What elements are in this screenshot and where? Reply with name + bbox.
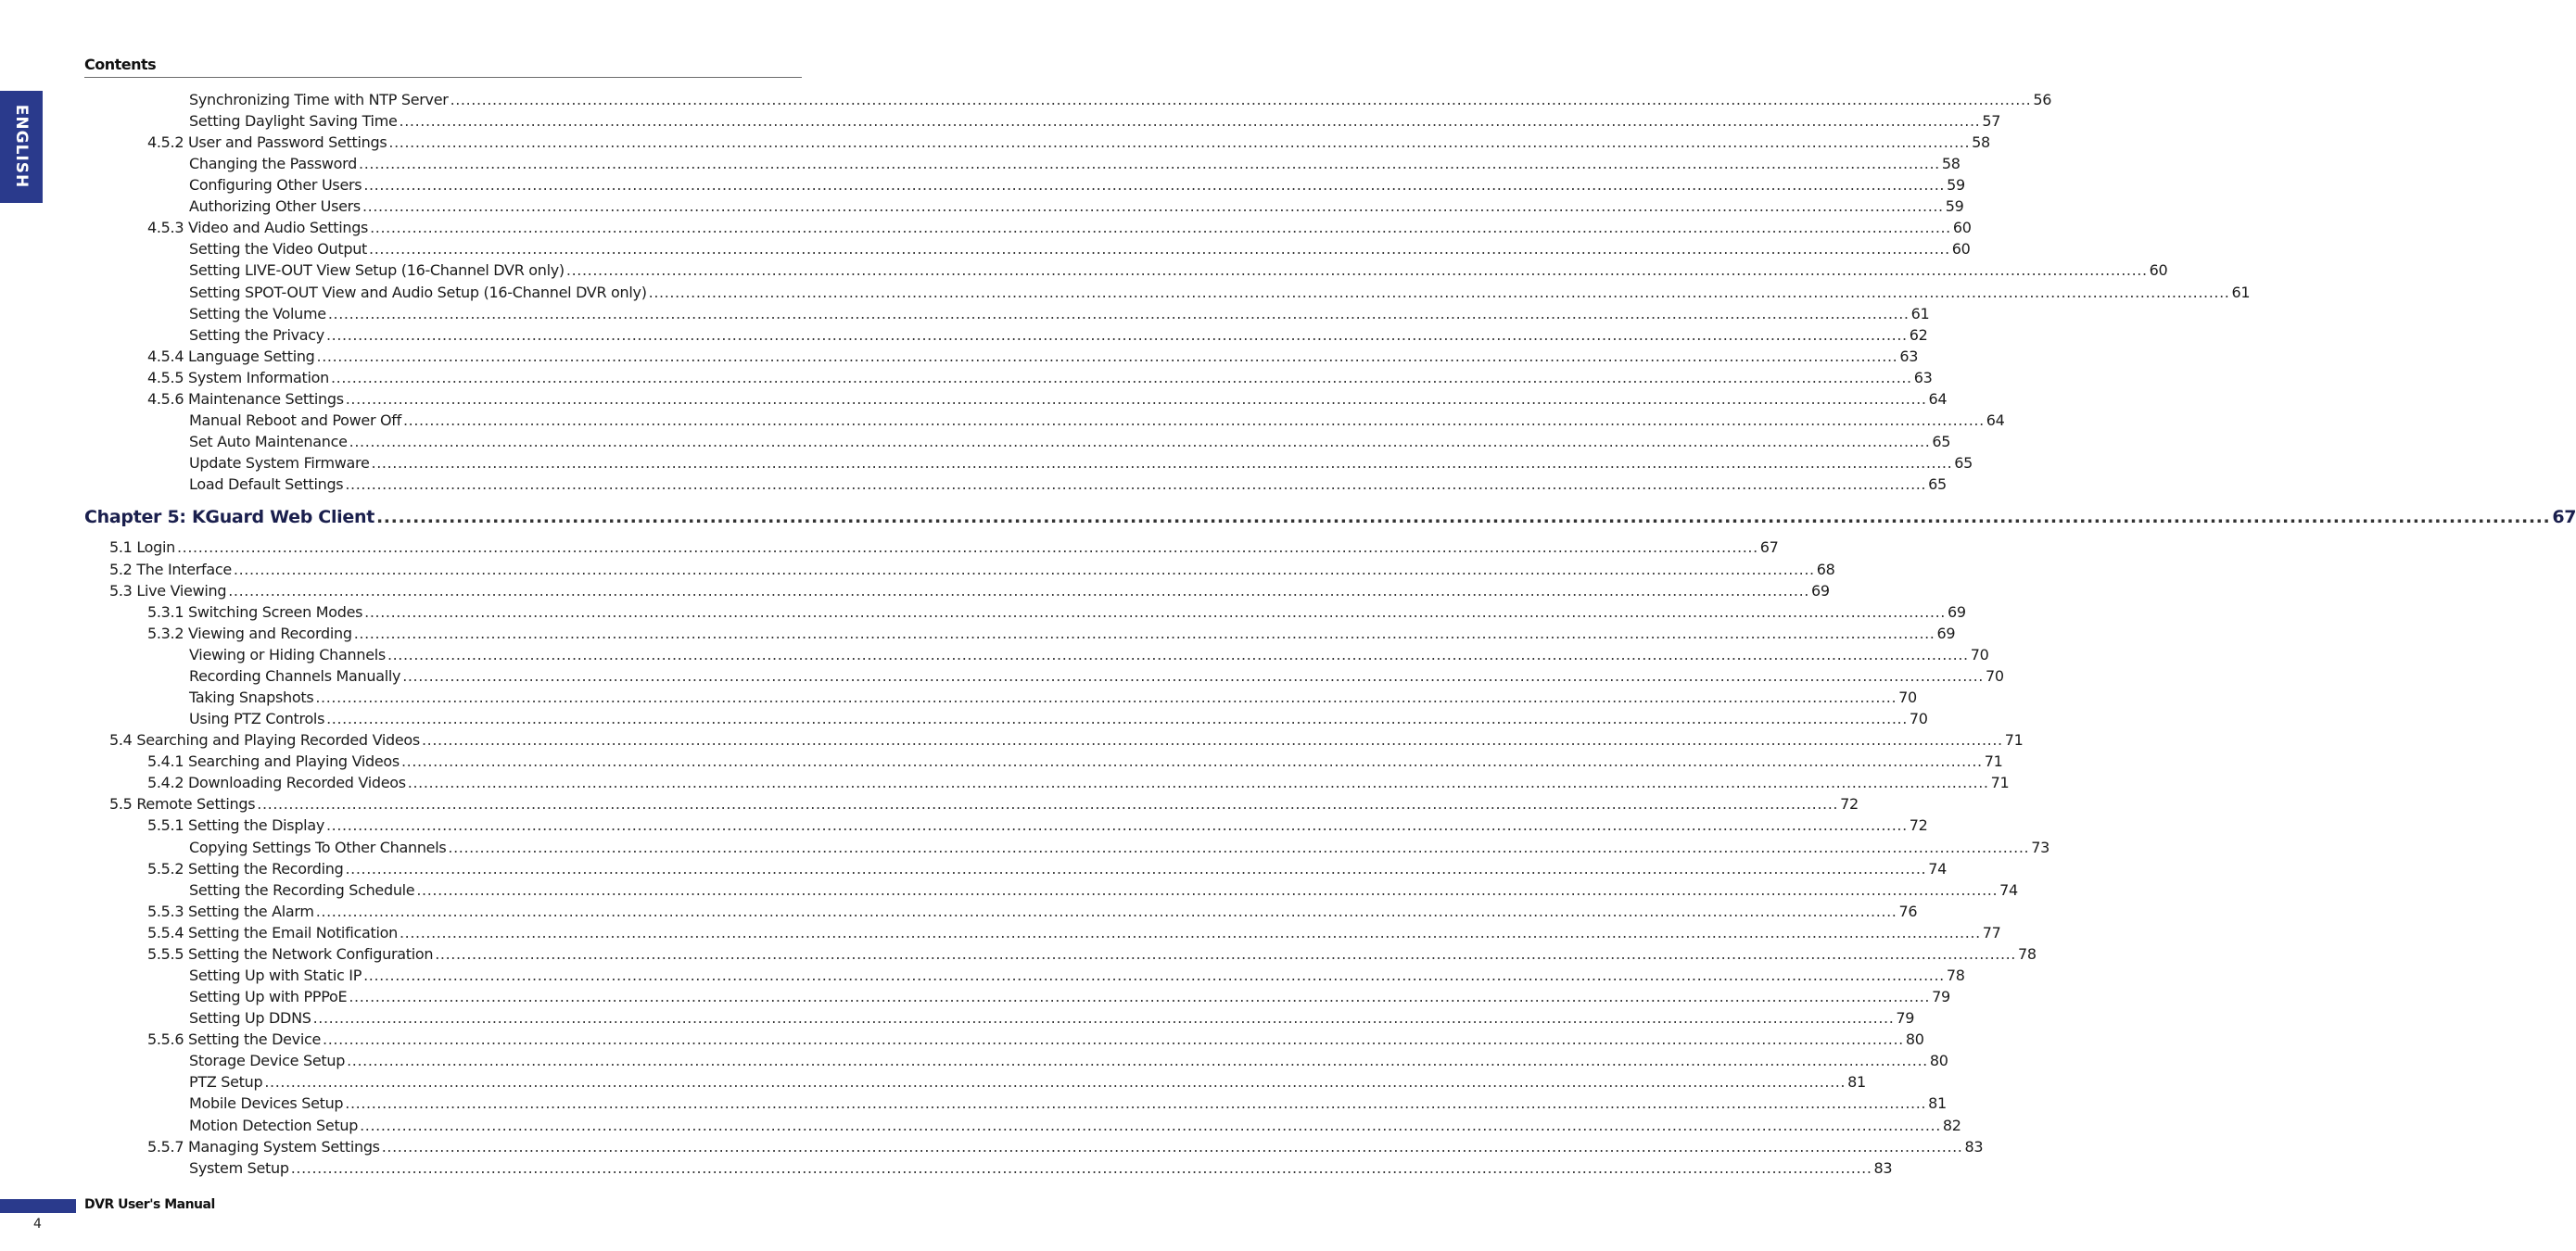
toc-entry-title: 5.4 Searching and Playing Recorded Videos xyxy=(109,731,420,749)
toc-entry-title: Manual Reboot and Power Off xyxy=(189,411,401,429)
toc-entry-title: Setting the Recording Schedule xyxy=(189,881,415,899)
toc-entry-title: 5.5.4 Setting the Email Notification xyxy=(147,924,398,941)
toc-entry[interactable] xyxy=(147,389,1948,410)
toc-entry[interactable] xyxy=(147,218,1972,238)
toc-entry-title: Using PTZ Controls xyxy=(189,710,325,727)
toc-entry-title: 5.5.1 Setting the Display xyxy=(147,816,324,834)
toc-entry[interactable] xyxy=(189,1051,1948,1071)
toc-entry-page: 71 xyxy=(1990,774,2010,791)
toc-entry[interactable] xyxy=(189,90,2052,110)
toc-entry-page: 70 xyxy=(1898,689,1917,706)
dot-leader: ............................................................................................................................................................................................................................................................................................................ xyxy=(290,1159,1872,1177)
chapter-title: Chapter 5: KGuard Web Client xyxy=(84,507,374,527)
toc-entry[interactable] xyxy=(189,453,1973,474)
toc-entry-page: 81 xyxy=(1928,1094,1947,1112)
language-side-tab xyxy=(0,91,43,203)
dot-leader: ............................................................................................................................................................................................................................................................................................................ xyxy=(364,603,1946,621)
toc-entry-page: 62 xyxy=(1909,326,1928,344)
toc-entry[interactable] xyxy=(147,368,1933,388)
toc-entry[interactable] xyxy=(147,624,1956,644)
toc-entry-page: 58 xyxy=(1941,155,1961,172)
toc-entry[interactable] xyxy=(147,133,1990,153)
dot-leader: ............................................................................................................................................................................................................................................................................................................ xyxy=(353,625,1935,642)
toc-entry-title: Viewing or Hiding Channels xyxy=(189,646,386,663)
dot-leader: ............................................................................................................................................................................................................................................................................................................ xyxy=(565,261,2148,279)
footer-accent-bar xyxy=(0,1199,76,1213)
toc-entry[interactable] xyxy=(109,730,2024,751)
toc-entry-page: 63 xyxy=(1913,369,1933,386)
toc-entry-title: PTZ Setup xyxy=(189,1073,263,1091)
toc-entry[interactable] xyxy=(189,196,1964,217)
dot-leader: ............................................................................................................................................................................................................................................................................................................ xyxy=(327,305,1910,322)
dot-leader: ............................................................................................................................................................................................................................................................................................................ xyxy=(375,507,2551,527)
footer-manual-title: DVR User's Manual xyxy=(84,1197,215,1212)
dot-leader: ............................................................................................................................................................................................................................................................................................................ xyxy=(177,538,1758,556)
toc-entry-page: 69 xyxy=(1936,625,1956,642)
toc-entry[interactable] xyxy=(189,154,1961,174)
toc-entry[interactable] xyxy=(109,560,1835,580)
toc-entry-page: 60 xyxy=(1952,219,1972,236)
toc-entry-page: 59 xyxy=(1947,176,1965,194)
toc-entry-title: Synchronizing Time with NTP Server xyxy=(189,91,449,108)
dot-leader: ............................................................................................................................................................................................................................................................................................................ xyxy=(400,752,1983,770)
toc-entry-page: 83 xyxy=(1873,1159,1893,1177)
dot-leader: ............................................................................................................................................................................................................................................................................................................ xyxy=(349,433,1931,450)
toc-entry[interactable] xyxy=(189,432,1951,452)
toc-entry[interactable] xyxy=(189,838,2049,858)
dot-leader: ............................................................................................................................................................................................................................................................................................................ xyxy=(345,1094,1927,1112)
toc-entry-page: 60 xyxy=(1951,240,1971,258)
toc-entry-title: 4.5.5 System Information xyxy=(147,369,329,386)
toc-entry-page: 67 xyxy=(1759,538,1779,556)
toc-entry-title: Changing the Password xyxy=(189,155,358,172)
toc-entry-page: 70 xyxy=(1985,667,2004,685)
toc-entry-title: 5.2 The Interface xyxy=(109,561,232,578)
toc-entry-title: Setting Up DDNS xyxy=(189,1009,311,1027)
dot-leader: ............................................................................................................................................................................................................................................................................................................ xyxy=(345,390,1927,408)
dot-leader: ............................................................................................................................................................................................................................................................................................................ xyxy=(402,411,1985,429)
toc-entry-title: Copying Settings To Other Channels xyxy=(189,839,447,856)
toc-entry-page: 77 xyxy=(1982,924,2001,941)
toc-entry[interactable] xyxy=(189,239,1971,259)
toc-entry-page: 70 xyxy=(1909,710,1928,727)
toc-entry[interactable] xyxy=(147,602,1966,623)
toc-entry-page: 68 xyxy=(1816,561,1835,578)
toc-entry-page: 61 xyxy=(2231,284,2251,301)
toc-entry[interactable] xyxy=(189,260,2168,281)
dot-leader: ............................................................................................................................................................................................................................................................................................................ xyxy=(370,219,1951,236)
dot-leader: ............................................................................................................................................................................................................................................................................................................ xyxy=(400,924,1981,941)
toc-entry[interactable] xyxy=(147,752,2003,772)
dot-leader: ............................................................................................................................................................................................................................................................................................................ xyxy=(228,582,1809,600)
dot-leader: ............................................................................................................................................................................................................................................................................................................ xyxy=(325,326,1908,344)
dot-leader: ............................................................................................................................................................................................................................................................................................................ xyxy=(648,284,2230,301)
toc-entry-title: Setting Up with Static IP xyxy=(189,967,362,984)
toc-entry-title: Authorizing Other Users xyxy=(189,197,361,215)
toc-entry-page: 69 xyxy=(1810,582,1830,600)
toc-entry-page: 65 xyxy=(1954,454,1973,472)
toc-entry[interactable] xyxy=(189,325,1928,346)
dot-leader: ............................................................................................................................................................................................................................................................................................................ xyxy=(363,176,1946,194)
toc-entry-title: 5.5.6 Setting the Device xyxy=(147,1030,322,1048)
toc-entry[interactable] xyxy=(147,347,1919,367)
dot-leader: ............................................................................................................................................................................................................................................................................................................ xyxy=(362,197,1944,215)
toc-entry-page: 80 xyxy=(1905,1030,1924,1048)
dot-leader: ............................................................................................................................................................................................................................................................................................................ xyxy=(345,860,1927,878)
toc-entry[interactable] xyxy=(147,859,1947,879)
dot-leader: ............................................................................................................................................................................................................................................................................................................ xyxy=(345,475,1927,493)
toc-entry[interactable] xyxy=(189,111,2001,132)
toc-entry-page: 72 xyxy=(1909,816,1928,834)
toc-entry[interactable] xyxy=(147,902,1918,922)
toc-entry-page: 70 xyxy=(1970,646,1989,663)
dot-leader: ............................................................................................................................................................................................................................................................................................................ xyxy=(330,369,1912,386)
toc-entry-title: Configuring Other Users xyxy=(189,176,362,194)
dot-leader: ............................................................................................................................................................................................................................................................................................................ xyxy=(359,155,1940,172)
toc-entry-page: 78 xyxy=(1946,967,1965,984)
toc-entry-title: 4.5.4 Language Setting xyxy=(147,348,315,365)
toc-entry[interactable] xyxy=(189,1158,1893,1179)
toc-entry-title: Storage Device Setup xyxy=(189,1052,346,1069)
chapter-heading[interactable] xyxy=(84,505,2576,529)
toc-entry[interactable] xyxy=(189,1116,1961,1136)
dot-leader: ............................................................................................................................................................................................................................................................................................................ xyxy=(312,1009,1895,1027)
toc-entry[interactable] xyxy=(109,794,1859,815)
toc-entry-page: 65 xyxy=(1932,433,1951,450)
toc-entry-title: Setting SPOT-OUT View and Audio Setup (16-Channel DVR only) xyxy=(189,284,647,301)
dot-leader: ............................................................................................................................................................................................................................................................................................................ xyxy=(421,731,2003,749)
toc-entry[interactable] xyxy=(189,175,1965,196)
toc-entry-page: 63 xyxy=(1899,348,1919,365)
toc-entry-page: 83 xyxy=(1964,1138,1984,1156)
toc-entry[interactable] xyxy=(189,1008,1915,1029)
dot-leader: ............................................................................................................................................................................................................................................................................................................ xyxy=(347,1052,1928,1069)
toc-entry-page: 79 xyxy=(1896,1009,1915,1027)
toc-entry-title: 5.3.1 Switching Screen Modes xyxy=(147,603,363,621)
dot-leader: ............................................................................................................................................................................................................................................................................................................ xyxy=(399,112,1981,130)
toc-entry-page: 81 xyxy=(1847,1073,1866,1091)
dot-leader: ............................................................................................................................................................................................................................................................................................................ xyxy=(407,774,1989,791)
dot-leader: ............................................................................................................................................................................................................................................................................................................ xyxy=(448,839,2030,856)
toc-entry-title: Update System Firmware xyxy=(189,454,370,472)
toc-entry-title: Taking Snapshots xyxy=(189,689,314,706)
toc-entry-page: 79 xyxy=(1932,988,1950,1005)
toc-entry[interactable] xyxy=(147,815,1928,836)
toc-entry[interactable] xyxy=(189,411,2005,431)
toc-entry-title: Mobile Devices Setup xyxy=(189,1094,344,1112)
toc-entry-title: 5.4.1 Searching and Playing Videos xyxy=(147,752,400,770)
dot-leader: ............................................................................................................................................................................................................................................................................................................ xyxy=(371,454,1953,472)
toc-entry-title: Load Default Settings xyxy=(189,475,344,493)
dot-leader: ............................................................................................................................................................................................................................................................................................................ xyxy=(323,1030,1904,1048)
toc-entry[interactable] xyxy=(147,773,2010,793)
toc-entry-page: 80 xyxy=(1929,1052,1948,1069)
toc-entry[interactable] xyxy=(147,923,2001,943)
dot-leader: ............................................................................................................................................................................................................................................................................................................ xyxy=(402,667,1984,685)
toc-entry-title: Setting the Video Output xyxy=(189,240,368,258)
dot-leader: ............................................................................................................................................................................................................................................................................................................ xyxy=(315,689,1897,706)
toc-entry-page: 60 xyxy=(2149,261,2168,279)
header-divider xyxy=(84,77,802,78)
toc-entry[interactable] xyxy=(147,944,2037,965)
toc-entry-title: 5.5.2 Setting the Recording xyxy=(147,860,344,878)
toc-entry[interactable] xyxy=(189,1072,1866,1093)
toc-entry-page: 72 xyxy=(1840,795,1859,813)
toc-entry[interactable] xyxy=(147,1030,1924,1050)
toc-entry[interactable] xyxy=(189,474,1947,495)
toc-entry-title: 4.5.2 User and Password Settings xyxy=(147,133,387,151)
toc-entry-title: 5.3 Live Viewing xyxy=(109,582,227,600)
toc-entry-title: 5.1 Login xyxy=(109,538,175,556)
dot-leader: ............................................................................................................................................................................................................................................................................................................ xyxy=(349,988,1931,1005)
toc-entry-title: Set Auto Maintenance xyxy=(189,433,348,450)
dot-leader: ............................................................................................................................................................................................................................................................................................................ xyxy=(326,816,1908,834)
dot-leader: ............................................................................................................................................................................................................................................................................................................ xyxy=(363,967,1945,984)
toc-entry[interactable] xyxy=(189,709,1928,729)
dot-leader: ............................................................................................................................................................................................................................................................................................................ xyxy=(435,945,2016,963)
page-number: 4 xyxy=(33,1217,42,1232)
dot-leader: ............................................................................................................................................................................................................................................................................................................ xyxy=(381,1138,1963,1156)
toc-entry-page: 82 xyxy=(1942,1117,1961,1134)
dot-leader: ............................................................................................................................................................................................................................................................................................................ xyxy=(315,903,1897,920)
dot-leader: ............................................................................................................................................................................................................................................................................................................ xyxy=(360,1117,1941,1134)
toc-entry-page: 57 xyxy=(1982,112,2001,130)
toc-entry[interactable] xyxy=(189,1093,1947,1114)
toc-entry-page: 64 xyxy=(1928,390,1948,408)
dot-leader: ............................................................................................................................................................................................................................................................................................................ xyxy=(257,795,1839,813)
toc-entry-page: 69 xyxy=(1947,603,1966,621)
toc-entry[interactable] xyxy=(147,1137,1984,1157)
toc-entry-page: 59 xyxy=(1945,197,1964,215)
toc-entry-title: 4.5.3 Video and Audio Settings xyxy=(147,219,369,236)
dot-leader: ............................................................................................................................................................................................................................................................................................................ xyxy=(326,710,1908,727)
toc-entry[interactable] xyxy=(189,688,1917,708)
toc-entry[interactable] xyxy=(189,304,1930,324)
toc-entry-title: Setting LIVE-OUT View Setup (16-Channel DVR only) xyxy=(189,261,565,279)
dot-leader: ............................................................................................................................................................................................................................................................................................................ xyxy=(233,561,1815,578)
toc-entry-page: 76 xyxy=(1898,903,1918,920)
toc-entry[interactable] xyxy=(189,880,2018,901)
toc-entry[interactable] xyxy=(109,537,1779,558)
toc-entry-page: 74 xyxy=(1928,860,1947,878)
toc-entry-title: 5.5.5 Setting the Network Configuration xyxy=(147,945,434,963)
toc-entry-title: System Setup xyxy=(189,1159,289,1177)
dot-leader: ............................................................................................................................................................................................................................................................................................................ xyxy=(416,881,1999,899)
toc-entry[interactable] xyxy=(189,283,2251,303)
dot-leader: ............................................................................................................................................................................................................................................................................................................ xyxy=(388,133,1971,151)
toc-entry-title: 4.5.6 Maintenance Settings xyxy=(147,390,344,408)
toc-entry-title: Setting the Privacy xyxy=(189,326,324,344)
dot-leader: ............................................................................................................................................................................................................................................................................................................ xyxy=(450,91,2032,108)
dot-leader: ............................................................................................................................................................................................................................................................................................................ xyxy=(387,646,1969,663)
toc-entry-title: Recording Channels Manually xyxy=(189,667,401,685)
toc-entry-title: Motion Detection Setup xyxy=(189,1117,359,1134)
toc-entry-page: 56 xyxy=(2033,91,2052,108)
toc-entry-title: Setting Daylight Saving Time xyxy=(189,112,398,130)
toc-entry-title: 5.5 Remote Settings xyxy=(109,795,256,813)
toc-entry-page: 78 xyxy=(2018,945,2037,963)
language-side-tab-label: ENGLISH xyxy=(12,104,31,189)
toc-entry-title: 5.5.3 Setting the Alarm xyxy=(147,903,314,920)
toc-entry-page: 58 xyxy=(1972,133,1990,151)
toc-entry-title: 5.3.2 Viewing and Recording xyxy=(147,625,352,642)
toc-entry-title: 5.5.7 Managing System Settings xyxy=(147,1138,380,1156)
chapter-page: 67 xyxy=(2552,507,2576,527)
dot-leader: ............................................................................................................................................................................................................................................................................................................ xyxy=(264,1073,1846,1091)
dot-leader: ............................................................................................................................................................................................................................................................................................................ xyxy=(316,348,1898,365)
toc-entry[interactable] xyxy=(189,966,1965,986)
toc-entry[interactable] xyxy=(189,666,2004,687)
dot-leader: ............................................................................................................................................................................................................................................................................................................ xyxy=(369,240,1950,258)
toc-entry-page: 65 xyxy=(1928,475,1947,493)
toc-entry-title: 5.4.2 Downloading Recorded Videos xyxy=(147,774,406,791)
toc-entry[interactable] xyxy=(189,987,1950,1007)
toc-entry-page: 64 xyxy=(1986,411,2005,429)
toc-entry-page: 61 xyxy=(1910,305,1930,322)
page-header-title: Contents xyxy=(84,56,157,73)
toc-entry[interactable] xyxy=(189,645,1989,665)
toc-entry-page: 73 xyxy=(2031,839,2049,856)
toc-entry-title: Setting the Volume xyxy=(189,305,326,322)
toc-entry[interactable] xyxy=(109,581,1830,601)
toc-entry-title: Setting Up with PPPoE xyxy=(189,988,348,1005)
toc-entry-page: 71 xyxy=(1984,752,2003,770)
toc-entry-page: 74 xyxy=(1999,881,2018,899)
toc-entry-page: 71 xyxy=(2004,731,2024,749)
